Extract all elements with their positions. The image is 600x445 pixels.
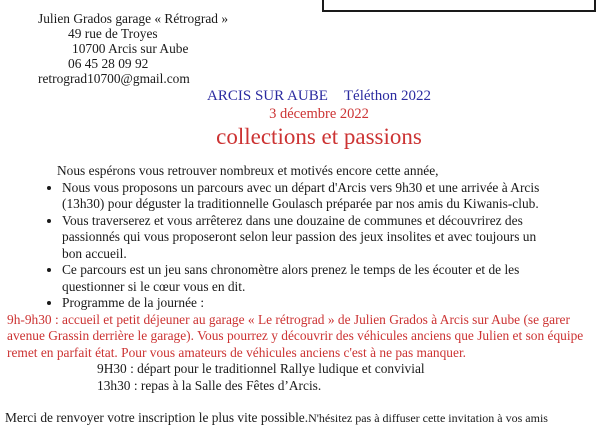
sender-city: 10700 Arcis sur Aube <box>72 41 189 56</box>
sender-street: 49 rue de Troyes <box>68 26 158 41</box>
bullet-item-jeu: • Ce parcours est un jeu sans chronomètre alors prenez le temps de les écouter et de les questionner si le cœur vous en dit. <box>62 262 554 295</box>
schedule-lines <box>97 361 600 394</box>
closing-line <box>5 410 596 427</box>
event-subtitle: collections et passions <box>216 124 422 149</box>
letter-body <box>0 163 600 427</box>
event-title-telethon: Téléthon 2022 <box>343 88 431 104</box>
bullet-item-communes: • Vous traverserez et vous arrêterez dans une douzaine de communes et découvrirez des passionnés qui vous proposeront selon leur passion des jeux insolites et avec toujours un bon accueil. <box>62 213 554 263</box>
schedule-line-depart: 9H30 : départ pour le traditionnel Rallye ludique et convivial <box>97 361 425 376</box>
event-title-place: ARCIS SUR AUBE <box>207 88 328 104</box>
closing-secondary-text: N'hésitez pas à diffuser cette invitation à vos amis <box>308 411 548 425</box>
closing-main-text: Merci de renvoyer votre inscription le plus vite possible. <box>5 410 309 425</box>
intro-line: Nous espérons vous retrouver nombreux et motivés encore cette année, <box>57 163 439 178</box>
bullet-list <box>0 180 554 312</box>
bullet-item-programme: • Programme de la journée : <box>62 295 554 312</box>
sender-email: retrograd10700@gmail.com <box>38 71 190 86</box>
sender-address-block <box>38 0 600 86</box>
event-date: 3 décembre 2022 <box>269 106 369 122</box>
schedule-line-repas: 13h30 : repas à la Salle des Fêtes d’Arcis. <box>97 377 322 393</box>
top-right-frame <box>322 0 596 12</box>
event-title <box>38 87 600 106</box>
document-header <box>0 87 600 150</box>
sender-name: Julien Grados garage « Rétrograd » <box>38 11 229 26</box>
bullet-item-parcours: • Nous vous proposons un parcours avec un départ d'Arcis vers 9h30 et une arrivée à Arcis (13h30) pour déguster la traditionnelle Goulasch préparée par nos amis du Kiwanis-club. <box>62 180 554 213</box>
sender-phone: 06 45 28 09 92 <box>68 56 149 71</box>
program-highlight-paragraph: 9h-9h30 : accueil et petit déjeuner au garage « Le rétrograd » de Julien Grados à Arcis sur Aube (se garer avenue Grassin derrière le garage). Vous pourrez y découvrir des véhicules anciens que Julien et son équipe remet en parfait état. Pour vous amateurs de véhicules anciens c'est à ne pas manquer. <box>7 311 584 360</box>
